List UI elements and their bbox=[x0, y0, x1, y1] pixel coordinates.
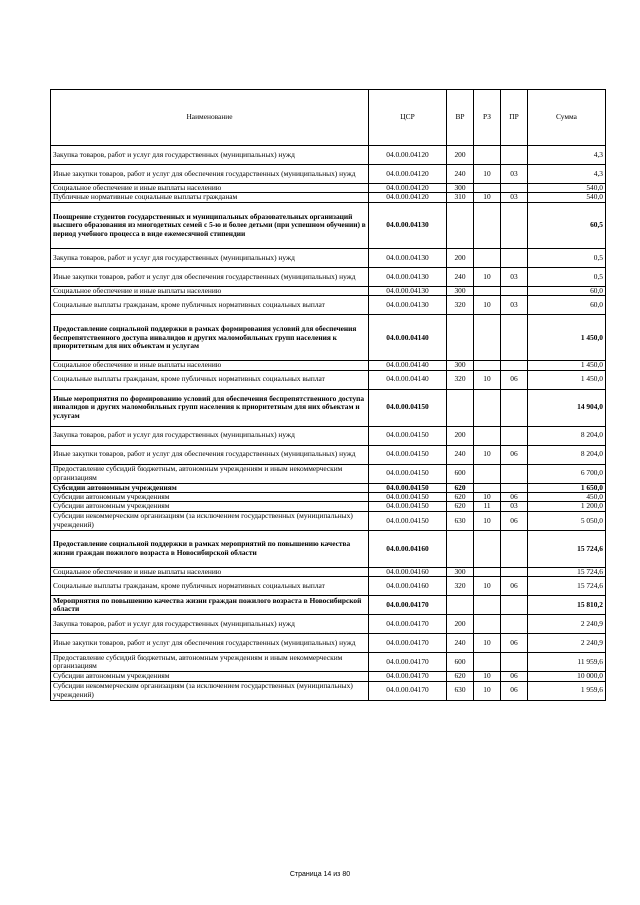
cell-csr: 04.0.00.04140 bbox=[369, 361, 447, 370]
cell-pr: 03 bbox=[501, 296, 528, 315]
cell-sum: 60,0 bbox=[528, 296, 606, 315]
cell-name: Предоставление субсидий бюджетным, автономным учреждениям и иным некоммерческим организациям bbox=[51, 653, 369, 672]
cell-name: Мероприятия по повышению качества жизни граждан пожилого возраста в Новосибирской области bbox=[51, 596, 369, 615]
cell-vr: 300 bbox=[447, 286, 474, 295]
cell-pr: 06 bbox=[501, 672, 528, 681]
cell-vr: 320 bbox=[447, 370, 474, 389]
cell-csr: 04.0.00.04160 bbox=[369, 577, 447, 596]
cell-vr bbox=[447, 202, 474, 248]
cell-pr bbox=[501, 202, 528, 248]
cell-vr: 600 bbox=[447, 653, 474, 672]
table-row bbox=[51, 672, 606, 681]
cell-pr: 06 bbox=[501, 681, 528, 700]
cell-sum: 2 240,9 bbox=[528, 634, 606, 653]
cell-rz bbox=[474, 530, 501, 567]
cell-csr: 04.0.00.04150 bbox=[369, 511, 447, 530]
cell-vr: 620 bbox=[447, 483, 474, 492]
cell-name: Субсидии автономным учреждениям bbox=[51, 483, 369, 492]
cell-pr bbox=[501, 426, 528, 445]
cell-vr: 630 bbox=[447, 511, 474, 530]
cell-rz: 11 bbox=[474, 502, 501, 511]
cell-sum: 4,3 bbox=[528, 165, 606, 184]
cell-csr: 04.0.00.04150 bbox=[369, 389, 447, 426]
cell-name: Иные закупки товаров, работ и услуг для обеспечения государственных (муниципальных) нужд bbox=[51, 445, 369, 464]
cell-csr: 04.0.00.04150 bbox=[369, 426, 447, 445]
cell-vr: 630 bbox=[447, 681, 474, 700]
cell-sum: 540,0 bbox=[528, 193, 606, 202]
cell-csr: 04.0.00.04150 bbox=[369, 483, 447, 492]
cell-name: Иные мероприятия по формированию условий для обеспечения беспрепятственного доступа инвалидов и других маломобильных групп населения к приоритетным для них объектам и услугам bbox=[51, 389, 369, 426]
table-row bbox=[51, 596, 606, 615]
table-row bbox=[51, 370, 606, 389]
header-pr: ПР bbox=[501, 90, 528, 146]
cell-csr: 04.0.00.04170 bbox=[369, 672, 447, 681]
cell-rz bbox=[474, 315, 501, 361]
cell-name: Социальное обеспечение и иные выплаты населению bbox=[51, 184, 369, 193]
cell-vr: 320 bbox=[447, 296, 474, 315]
cell-name: Закупка товаров, работ и услуг для государственных (муниципальных) нужд bbox=[51, 426, 369, 445]
cell-pr bbox=[501, 530, 528, 567]
table-row bbox=[51, 361, 606, 370]
table-row bbox=[51, 502, 606, 511]
header-rz: РЗ bbox=[474, 90, 501, 146]
cell-rz bbox=[474, 146, 501, 165]
cell-sum: 8 204,0 bbox=[528, 426, 606, 445]
table-row bbox=[51, 653, 606, 672]
cell-pr: 06 bbox=[501, 445, 528, 464]
cell-name: Социальное обеспечение и иные выплаты населению bbox=[51, 361, 369, 370]
cell-sum: 15 810,2 bbox=[528, 596, 606, 615]
cell-vr bbox=[447, 596, 474, 615]
cell-rz: 10 bbox=[474, 634, 501, 653]
cell-sum: 15 724,6 bbox=[528, 530, 606, 567]
cell-rz bbox=[474, 286, 501, 295]
cell-csr: 04.0.00.04130 bbox=[369, 248, 447, 267]
table-row bbox=[51, 511, 606, 530]
cell-pr: 03 bbox=[501, 267, 528, 286]
cell-csr: 04.0.00.04140 bbox=[369, 370, 447, 389]
cell-vr: 620 bbox=[447, 672, 474, 681]
cell-sum: 1 650,0 bbox=[528, 483, 606, 492]
table-row bbox=[51, 464, 606, 483]
cell-vr: 240 bbox=[447, 165, 474, 184]
page-footer: Страница 14 из 80 bbox=[289, 871, 351, 878]
cell-rz: 10 bbox=[474, 493, 501, 502]
table-row bbox=[51, 389, 606, 426]
cell-pr: 06 bbox=[501, 511, 528, 530]
table-row bbox=[51, 202, 606, 248]
table-row bbox=[51, 567, 606, 576]
cell-csr: 04.0.00.04170 bbox=[369, 653, 447, 672]
cell-pr: 03 bbox=[501, 165, 528, 184]
cell-rz bbox=[474, 426, 501, 445]
cell-name: Субсидии автономным учреждениям bbox=[51, 493, 369, 502]
header-sum: Сумма bbox=[528, 90, 606, 146]
cell-pr bbox=[501, 146, 528, 165]
cell-vr: 240 bbox=[447, 445, 474, 464]
cell-pr bbox=[501, 389, 528, 426]
cell-rz: 10 bbox=[474, 672, 501, 681]
table-row bbox=[51, 634, 606, 653]
cell-rz bbox=[474, 361, 501, 370]
cell-vr: 200 bbox=[447, 248, 474, 267]
cell-vr: 200 bbox=[447, 146, 474, 165]
cell-name: Иные закупки товаров, работ и услуг для обеспечения государственных (муниципальных) нужд bbox=[51, 634, 369, 653]
cell-rz: 10 bbox=[474, 370, 501, 389]
cell-sum: 1 450,0 bbox=[528, 361, 606, 370]
cell-sum: 450,0 bbox=[528, 493, 606, 502]
cell-sum: 1 450,0 bbox=[528, 370, 606, 389]
cell-name: Социальное обеспечение и иные выплаты населению bbox=[51, 286, 369, 295]
table-row bbox=[51, 165, 606, 184]
cell-name: Субсидии некоммерческим организациям (за исключением государственных (муниципальных) учреждений) bbox=[51, 511, 369, 530]
cell-name: Закупка товаров, работ и услуг для государственных (муниципальных) нужд bbox=[51, 248, 369, 267]
cell-name: Субсидии автономным учреждениям bbox=[51, 502, 369, 511]
table-row bbox=[51, 445, 606, 464]
cell-pr: 03 bbox=[501, 502, 528, 511]
cell-vr: 310 bbox=[447, 193, 474, 202]
cell-sum: 15 724,6 bbox=[528, 567, 606, 576]
cell-vr: 320 bbox=[447, 577, 474, 596]
cell-csr: 04.0.00.04130 bbox=[369, 267, 447, 286]
cell-name: Публичные нормативные социальные выплаты гражданам bbox=[51, 193, 369, 202]
cell-csr: 04.0.00.04130 bbox=[369, 202, 447, 248]
cell-csr: 04.0.00.04130 bbox=[369, 286, 447, 295]
cell-vr: 600 bbox=[447, 464, 474, 483]
cell-name: Предоставление социальной поддержки в рамках мероприятий по повышению качества жизни граждан пожилого возраста в Новосибирской области bbox=[51, 530, 369, 567]
cell-sum: 1 200,0 bbox=[528, 502, 606, 511]
cell-csr: 04.0.00.04150 bbox=[369, 445, 447, 464]
table-row bbox=[51, 577, 606, 596]
cell-name: Социальные выплаты гражданам, кроме публичных нормативных социальных выплат bbox=[51, 577, 369, 596]
cell-pr bbox=[501, 596, 528, 615]
cell-pr: 06 bbox=[501, 493, 528, 502]
cell-csr: 04.0.00.04120 bbox=[369, 193, 447, 202]
cell-name: Иные закупки товаров, работ и услуг для обеспечения государственных (муниципальных) нужд bbox=[51, 267, 369, 286]
table-row bbox=[51, 615, 606, 634]
cell-rz bbox=[474, 389, 501, 426]
cell-name: Социальные выплаты гражданам, кроме публичных нормативных социальных выплат bbox=[51, 370, 369, 389]
cell-rz bbox=[474, 464, 501, 483]
cell-pr bbox=[501, 653, 528, 672]
cell-pr bbox=[501, 615, 528, 634]
cell-csr: 04.0.00.04130 bbox=[369, 296, 447, 315]
cell-csr: 04.0.00.04150 bbox=[369, 502, 447, 511]
cell-pr bbox=[501, 248, 528, 267]
cell-csr: 04.0.00.04120 bbox=[369, 165, 447, 184]
cell-vr: 300 bbox=[447, 361, 474, 370]
cell-sum: 540,0 bbox=[528, 184, 606, 193]
cell-name: Субсидии автономным учреждениям bbox=[51, 672, 369, 681]
table-row bbox=[51, 146, 606, 165]
cell-pr bbox=[501, 315, 528, 361]
cell-sum: 1 959,6 bbox=[528, 681, 606, 700]
budget-table bbox=[50, 89, 606, 701]
cell-vr: 200 bbox=[447, 426, 474, 445]
table-header-row bbox=[51, 90, 606, 146]
cell-rz: 10 bbox=[474, 193, 501, 202]
cell-vr bbox=[447, 530, 474, 567]
table-row bbox=[51, 530, 606, 567]
cell-rz: 10 bbox=[474, 511, 501, 530]
header-name: Наименование bbox=[51, 90, 369, 146]
cell-pr: 06 bbox=[501, 370, 528, 389]
cell-rz bbox=[474, 248, 501, 267]
cell-vr: 300 bbox=[447, 184, 474, 193]
cell-csr: 04.0.00.04170 bbox=[369, 634, 447, 653]
table-row bbox=[51, 426, 606, 445]
cell-csr: 04.0.00.04170 bbox=[369, 681, 447, 700]
cell-sum: 0,5 bbox=[528, 248, 606, 267]
cell-vr: 240 bbox=[447, 267, 474, 286]
cell-vr bbox=[447, 315, 474, 361]
cell-rz: 10 bbox=[474, 681, 501, 700]
cell-name: Поощрение студентов государственных и муниципальных образовательных организаций высшего образования из многодетных семей с 5-ю и более детьми (при успешном обучении) в период учебного процесса в виде ежемесячной стипендии bbox=[51, 202, 369, 248]
table-row bbox=[51, 267, 606, 286]
cell-csr: 04.0.00.04120 bbox=[369, 146, 447, 165]
cell-csr: 04.0.00.04160 bbox=[369, 530, 447, 567]
cell-sum: 1 450,0 bbox=[528, 315, 606, 361]
cell-rz: 10 bbox=[474, 165, 501, 184]
cell-name: Предоставление социальной поддержки в рамках формирования условий для обеспечения беспрепятственного доступа инвалидов и других маломобильных групп населения к приоритетным для них объектам и услугам bbox=[51, 315, 369, 361]
cell-sum: 10 000,0 bbox=[528, 672, 606, 681]
cell-pr: 06 bbox=[501, 577, 528, 596]
cell-csr: 04.0.00.04170 bbox=[369, 596, 447, 615]
cell-vr: 620 bbox=[447, 502, 474, 511]
table-row bbox=[51, 315, 606, 361]
cell-vr: 620 bbox=[447, 493, 474, 502]
header-csr: ЦСР bbox=[369, 90, 447, 146]
cell-name: Иные закупки товаров, работ и услуг для обеспечения государственных (муниципальных) нужд bbox=[51, 165, 369, 184]
cell-rz: 10 bbox=[474, 577, 501, 596]
table-row bbox=[51, 286, 606, 295]
cell-name: Социальное обеспечение и иные выплаты населению bbox=[51, 567, 369, 576]
cell-rz bbox=[474, 596, 501, 615]
cell-sum: 6 700,0 bbox=[528, 464, 606, 483]
cell-sum: 15 724,6 bbox=[528, 577, 606, 596]
cell-sum: 2 240,9 bbox=[528, 615, 606, 634]
cell-rz bbox=[474, 653, 501, 672]
cell-csr: 04.0.00.04150 bbox=[369, 493, 447, 502]
cell-pr bbox=[501, 567, 528, 576]
cell-vr: 240 bbox=[447, 634, 474, 653]
table-row bbox=[51, 681, 606, 700]
cell-rz bbox=[474, 202, 501, 248]
cell-sum: 60,0 bbox=[528, 286, 606, 295]
cell-name: Закупка товаров, работ и услуг для государственных (муниципальных) нужд bbox=[51, 615, 369, 634]
cell-pr bbox=[501, 464, 528, 483]
cell-rz: 10 bbox=[474, 445, 501, 464]
cell-sum: 4,3 bbox=[528, 146, 606, 165]
cell-name: Социальные выплаты гражданам, кроме публичных нормативных социальных выплат bbox=[51, 296, 369, 315]
table-row bbox=[51, 193, 606, 202]
cell-rz: 10 bbox=[474, 267, 501, 286]
cell-sum: 11 959,6 bbox=[528, 653, 606, 672]
cell-pr bbox=[501, 286, 528, 295]
cell-sum: 8 204,0 bbox=[528, 445, 606, 464]
table-row bbox=[51, 248, 606, 267]
cell-pr bbox=[501, 361, 528, 370]
cell-name: Закупка товаров, работ и услуг для государственных (муниципальных) нужд bbox=[51, 146, 369, 165]
cell-sum: 5 050,0 bbox=[528, 511, 606, 530]
cell-csr: 04.0.00.04160 bbox=[369, 567, 447, 576]
cell-name: Субсидии некоммерческим организациям (за исключением государственных (муниципальных) учреждений) bbox=[51, 681, 369, 700]
cell-rz bbox=[474, 567, 501, 576]
cell-csr: 04.0.00.04120 bbox=[369, 184, 447, 193]
cell-vr: 200 bbox=[447, 615, 474, 634]
cell-vr bbox=[447, 389, 474, 426]
cell-csr: 04.0.00.04150 bbox=[369, 464, 447, 483]
cell-pr: 03 bbox=[501, 193, 528, 202]
cell-rz bbox=[474, 615, 501, 634]
cell-rz: 10 bbox=[474, 296, 501, 315]
cell-csr: 04.0.00.04170 bbox=[369, 615, 447, 634]
cell-pr: 06 bbox=[501, 634, 528, 653]
cell-name: Предоставление субсидий бюджетным, автономным учреждениям и иным некоммерческим организациям bbox=[51, 464, 369, 483]
header-vr: ВР bbox=[447, 90, 474, 146]
cell-sum: 14 904,0 bbox=[528, 389, 606, 426]
cell-sum: 60,5 bbox=[528, 202, 606, 248]
cell-csr: 04.0.00.04140 bbox=[369, 315, 447, 361]
cell-vr: 300 bbox=[447, 567, 474, 576]
table-row bbox=[51, 296, 606, 315]
cell-sum: 0,5 bbox=[528, 267, 606, 286]
